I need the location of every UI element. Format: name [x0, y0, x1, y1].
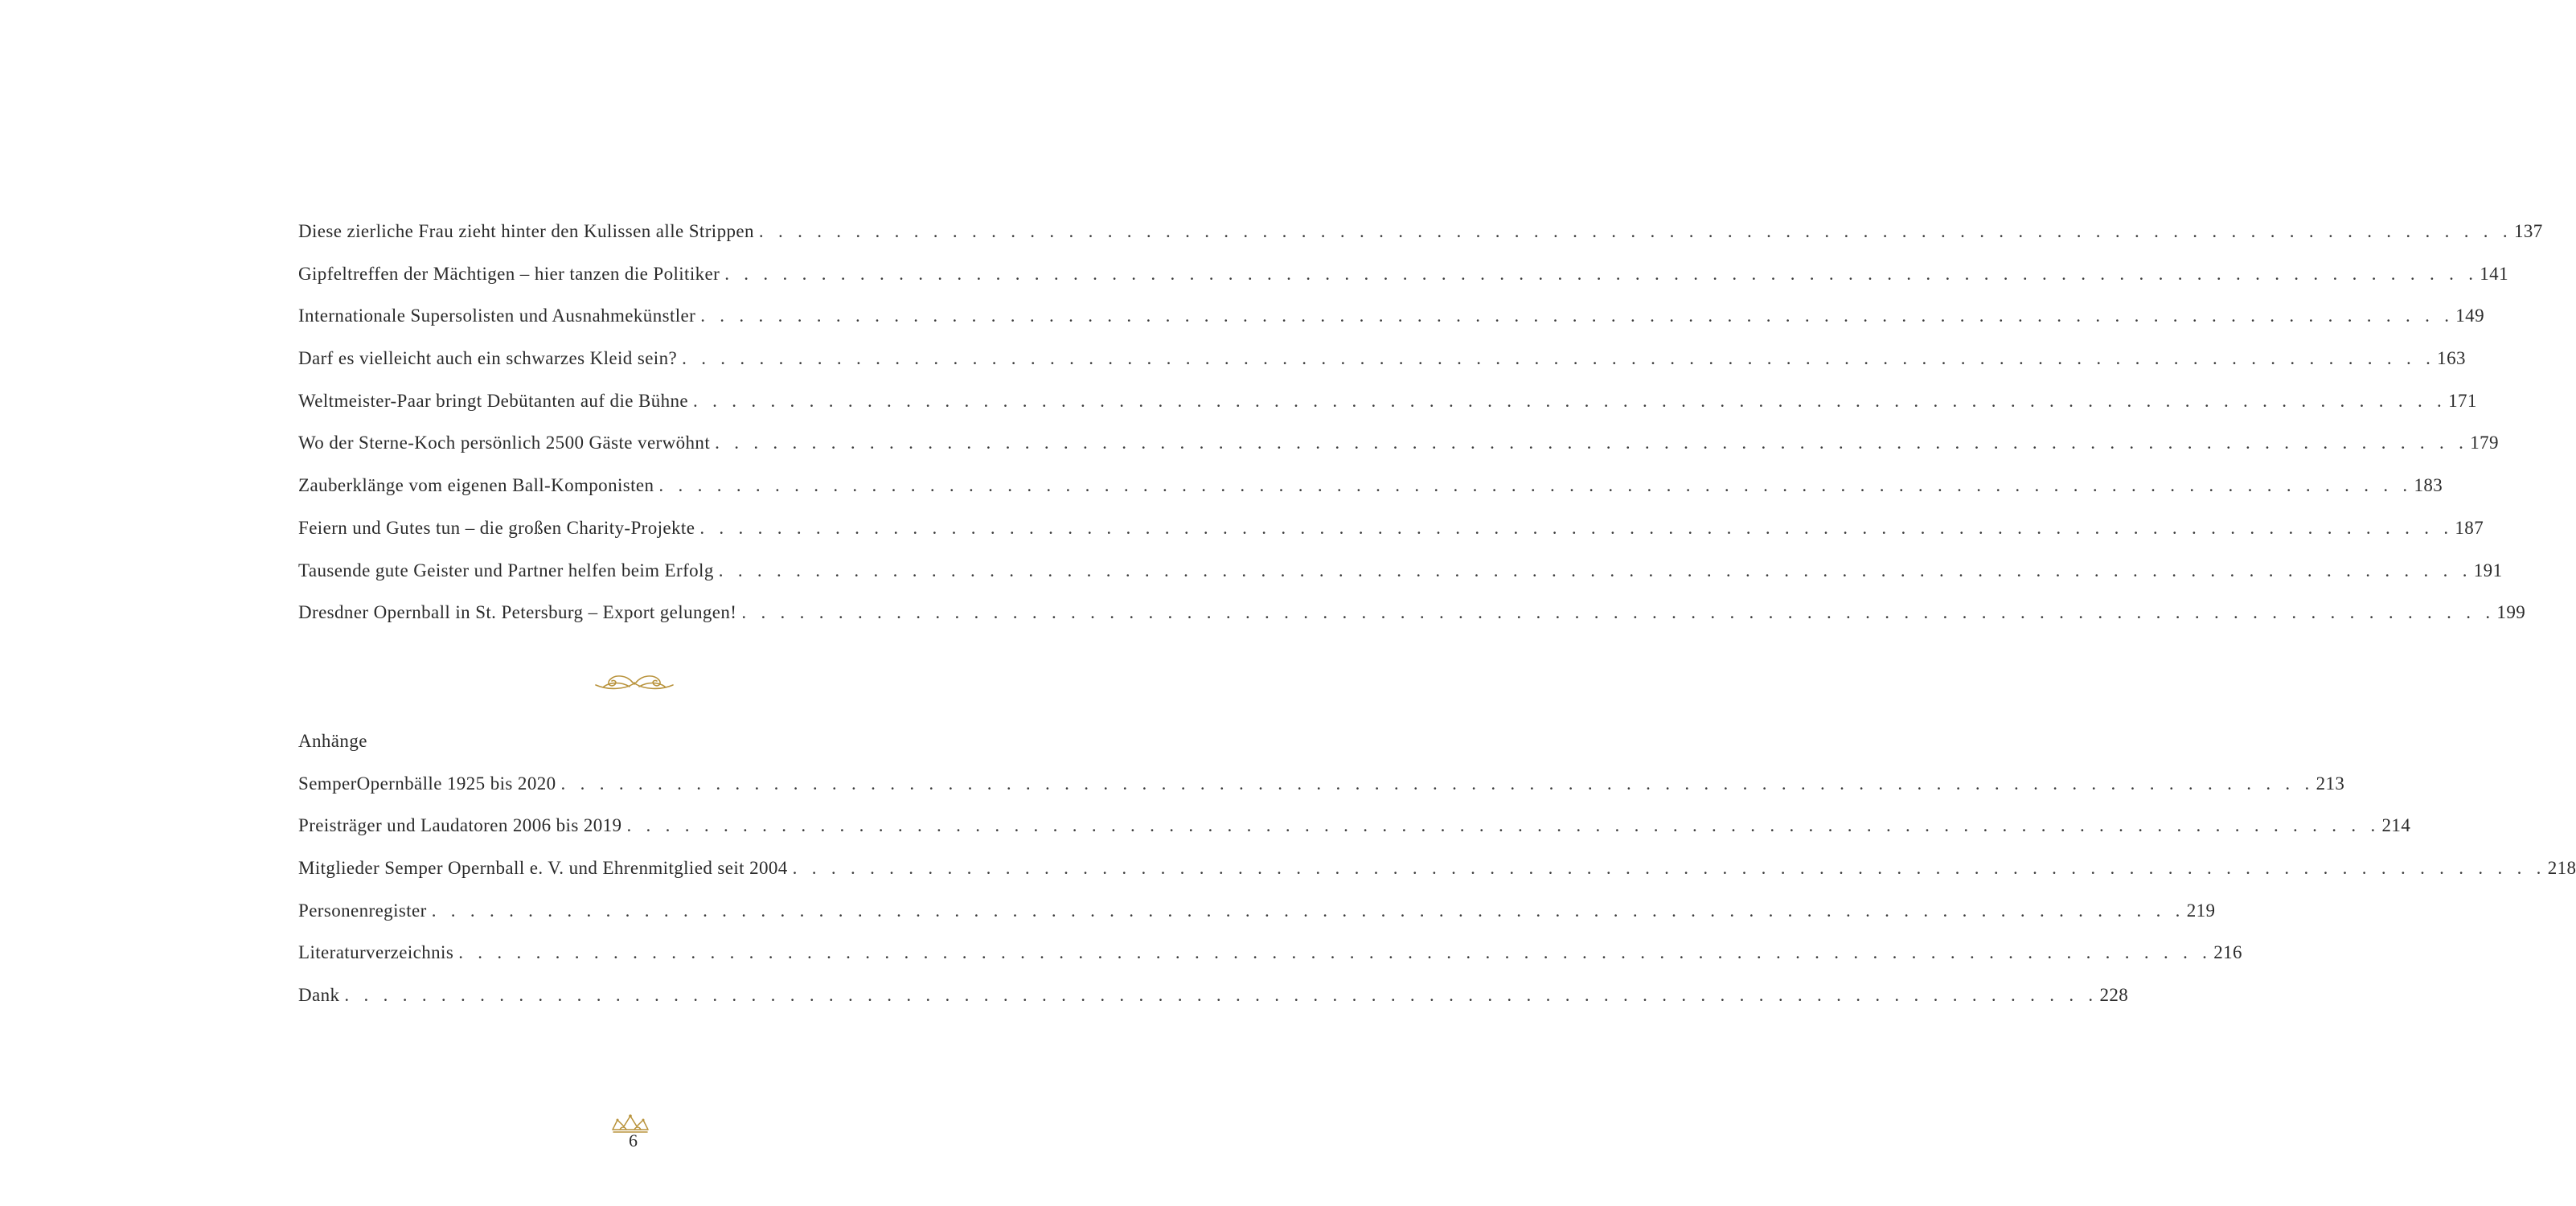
toc-entry-page: 214 [2381, 815, 2411, 836]
appendix-heading: Anhänge [298, 731, 367, 751]
toc-entry-title: Personenregister [298, 900, 427, 921]
toc-entry-title: Darf es vielleicht auch ein schwarzes Kleid sein? [298, 348, 678, 369]
toc-leader-dots: . . . . . . . . . . . . . . . . . . . . . . . . . . . . . . . . . . . . . . . . . . . . . . . . . . . . . . . . . . . . . . . . . . . . . . . . . . . . . . . . . . . . . . . . . . . [718, 560, 2472, 580]
toc-entry-page: 149 [2455, 306, 2484, 326]
toc-entry-title: Wo der Sterne-Koch persönlich 2500 Gäste verwöhnt [298, 433, 711, 453]
toc-entry-page: 191 [2473, 560, 2503, 580]
toc-entry-page: 219 [2186, 900, 2216, 921]
toc-leader-dots: . . . . . . . . . . . . . . . . . . . . . . . . . . . . . . . . . . . . . . . . . . . . . . . . . . . . . . . . . . . . . . . . . . . . . . . . . . . . . . . . . . . . . . . . . . . [658, 475, 2413, 496]
toc-entry [298, 385, 2477, 428]
toc-leader-dots: . . . . . . . . . . . . . . . . . . . . . . . . . . . . . . . . . . . . . . . . . . . . . . . . . . . . . . . . . . . . . . . . . . . . . . . . . . . . . . . . . . . . . . . . . . . [458, 942, 2213, 963]
toc-entry-page: 179 [2470, 433, 2499, 453]
toc-entry [298, 937, 2242, 979]
toc-entry-title: Gipfeltreffen der Mächtigen – hier tanzen die Politiker [298, 263, 720, 284]
toc-entry-page: 171 [2448, 390, 2477, 411]
toc-leader-dots: . . . . . . . . . . . . . . . . . . . . . . . . . . . . . . . . . . . . . . . . . . . . . . . . . . . . . . . . . . . . . . . . . . . . . . . . . . . . . . . . . . . . . . . . . . . [560, 773, 2315, 794]
toc-leader-dots: . . . . . . . . . . . . . . . . . . . . . . . . . . . . . . . . . . . . . . . . . . . . . . . . . . . . . . . . . . . . . . . . . . . . . . . . . . . . . . . . . . . . . . . . . . . [626, 815, 2381, 836]
toc-leader-dots: . . . . . . . . . . . . . . . . . . . . . . . . . . . . . . . . . . . . . . . . . . . . . . . . . . . . . . . . . . . . . . . . . . . . . . . . . . . . . . . . . . . . . . . . . . . [699, 517, 2454, 538]
toc-entry [298, 555, 2503, 597]
toc-leader-dots: . . . . . . . . . . . . . . . . . . . . . . . . . . . . . . . . . . . . . . . . . . . . . . . . . . . . . . . . . . . . . . . . . . . . . . . . . . . . . . . . . . . . . . . . . . . [758, 221, 2512, 241]
toc-entry-title: Diese zierliche Frau zieht hinter den Kulissen alle Strippen [298, 221, 754, 241]
toc-entry-page: 163 [2437, 348, 2466, 369]
toc-entry [298, 852, 2576, 895]
toc-leader-dots: . . . . . . . . . . . . . . . . . . . . . . . . . . . . . . . . . . . . . . . . . . . . . . . . . . . . . . . . . . . . . . . . . . . . . . . . . . . . . . . . . . . . . . . . . . . [693, 390, 2447, 411]
toc-leader-dots: . . . . . . . . . . . . . . . . . . . . . . . . . . . . . . . . . . . . . . . . . . . . . . . . . . . . . . . . . . . . . . . . . . . . . . . . . . . . . . . . . . . . . . . . . . . [344, 985, 2098, 1006]
toc-entry [298, 979, 2129, 1022]
toc-leader-dots: . . . . . . . . . . . . . . . . . . . . . . . . . . . . . . . . . . . . . . . . . . . . . . . . . . . . . . . . . . . . . . . . . . . . . . . . . . . . . . . . . . . . . . . . . . . [741, 602, 2496, 623]
toc-entry [298, 470, 2443, 512]
toc-entry-page: 218 [2547, 858, 2576, 879]
toc-entry-title: Mitglieder Semper Opernball e. V. und Ehrenmitglied seit 2004 [298, 858, 788, 879]
toc-entry-page: 228 [2099, 985, 2129, 1006]
toc-entry-title: Tausende gute Geister und Partner helfen beim Erfolg [298, 560, 714, 580]
toc-main-list [298, 215, 2543, 639]
toc-entry-page: 187 [2455, 517, 2484, 538]
page-number: 6 [629, 1130, 638, 1151]
toc-entry [298, 597, 2526, 639]
flourish-ornament-icon [594, 671, 675, 694]
toc-leader-dots: . . . . . . . . . . . . . . . . . . . . . . . . . . . . . . . . . . . . . . . . . . . . . . . . . . . . . . . . . . . . . . . . . . . . . . . . . . . . . . . . . . . . . . . . . . . [792, 858, 2546, 879]
toc-entry-title: Preisträger und Laudatoren 2006 bis 2019 [298, 815, 622, 836]
toc-leader-dots: . . . . . . . . . . . . . . . . . . . . . . . . . . . . . . . . . . . . . . . . . . . . . . . . . . . . . . . . . . . . . . . . . . . . . . . . . . . . . . . . . . . . . . . . . . . [431, 900, 2185, 921]
toc-entry [298, 258, 2508, 301]
toc-entry [298, 512, 2484, 555]
toc-entry-page: 183 [2414, 475, 2443, 496]
toc-entry-title: Weltmeister-Paar bringt Debütanten auf die Bühne [298, 390, 689, 411]
toc-entry-title: Zauberklänge vom eigenen Ball-Komponisten [298, 475, 654, 496]
toc-leader-dots: . . . . . . . . . . . . . . . . . . . . . . . . . . . . . . . . . . . . . . . . . . . . . . . . . . . . . . . . . . . . . . . . . . . . . . . . . . . . . . . . . . . . . . . . . . . [682, 348, 2436, 369]
toc-entry [298, 343, 2466, 385]
toc-entry-title: Literaturverzeichnis [298, 942, 454, 963]
toc-entry [298, 300, 2484, 343]
toc-entry-page: 137 [2513, 221, 2543, 241]
toc-entry [298, 895, 2216, 937]
toc-entry-title: SemperOpernbälle 1925 bis 2020 [298, 773, 556, 794]
toc-leader-dots: . . . . . . . . . . . . . . . . . . . . . . . . . . . . . . . . . . . . . . . . . . . . . . . . . . . . . . . . . . . . . . . . . . . . . . . . . . . . . . . . . . . . . . . . . . . [700, 306, 2455, 326]
toc-leader-dots: . . . . . . . . . . . . . . . . . . . . . . . . . . . . . . . . . . . . . . . . . . . . . . . . . . . . . . . . . . . . . . . . . . . . . . . . . . . . . . . . . . . . . . . . . . . [724, 263, 2479, 284]
toc-entry-page: 216 [2213, 942, 2242, 963]
toc-entry [298, 215, 2543, 258]
toc-entry-title: Dresdner Opernball in St. Petersburg – Export gelungen! [298, 602, 737, 623]
toc-entry-title: Dank [298, 985, 340, 1006]
toc-entry [298, 810, 2411, 852]
toc-appendix-list [298, 725, 2576, 1022]
toc-entry-page: 213 [2316, 773, 2345, 794]
toc-entry-page: 199 [2496, 602, 2526, 623]
toc-entry-title: Internationale Supersolisten und Ausnahmekünstler [298, 306, 696, 326]
toc-entry-page: 141 [2480, 263, 2508, 284]
toc-entry [298, 427, 2499, 470]
toc-leader-dots: . . . . . . . . . . . . . . . . . . . . . . . . . . . . . . . . . . . . . . . . . . . . . . . . . . . . . . . . . . . . . . . . . . . . . . . . . . . . . . . . . . . . . . . . . . . [715, 433, 2469, 453]
toc-entry [298, 768, 2345, 810]
toc-entry-title: Feiern und Gutes tun – die großen Charity-Projekte [298, 517, 695, 538]
